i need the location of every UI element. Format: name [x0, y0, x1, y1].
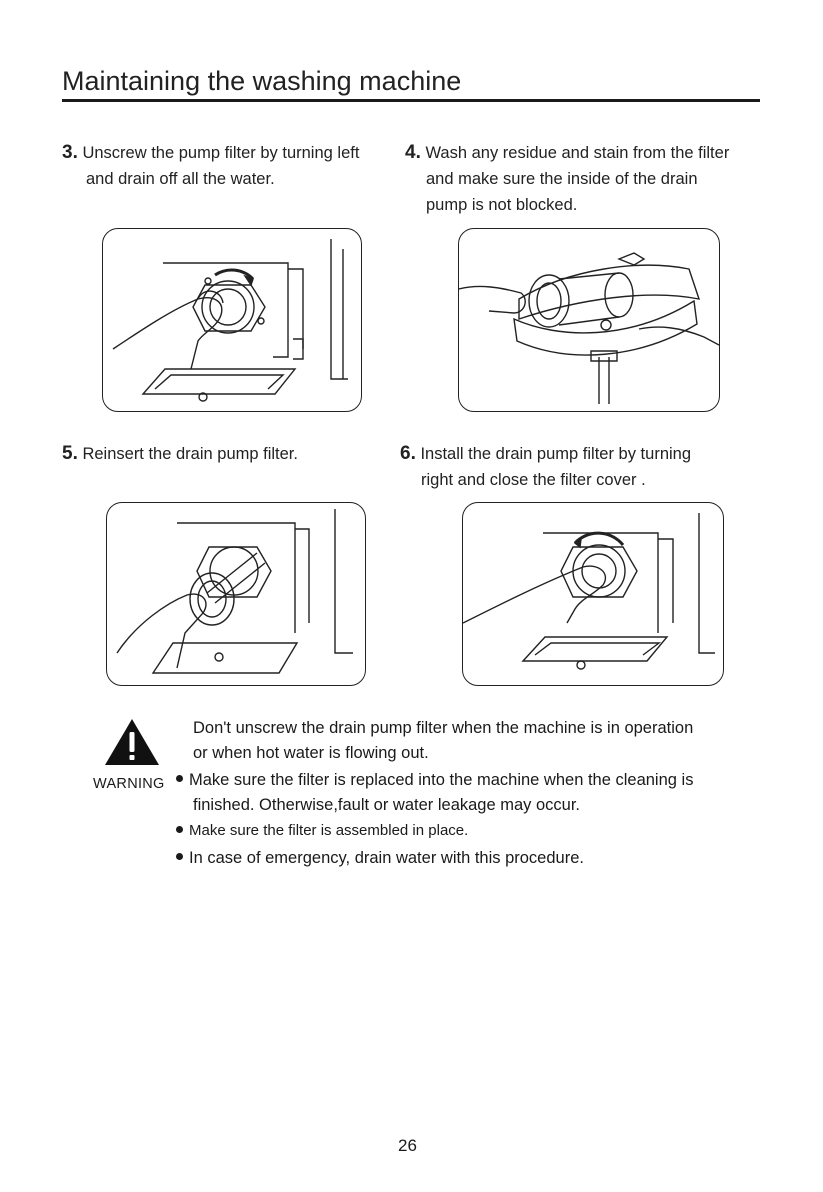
warning-bullet-2 — [176, 819, 468, 843]
step-3-line-1: Unscrew the pump filter by turning left — [82, 144, 360, 162]
page-title: Maintaining the washing machine — [62, 66, 462, 96]
warning-bullet-1 — [176, 768, 693, 792]
warning-label: WARNING — [93, 776, 165, 792]
warning-line-5: Make sure the filter is assembled in place. — [189, 822, 469, 839]
warning-line-2: or when hot water is flowing out. — [193, 744, 429, 762]
figure-unscrew-filter — [102, 228, 362, 412]
step-4-line-1: Wash any residue and stain from the filter — [425, 144, 730, 162]
figure-install-filter — [462, 502, 724, 686]
page-number: 26 — [398, 1136, 417, 1155]
step-4-line-2: and make sure the inside of the drain — [426, 170, 698, 188]
bullet-icon — [176, 826, 183, 833]
step-3-number: 3. — [62, 142, 78, 163]
step-5-line-1: Reinsert the drain pump filter. — [82, 445, 298, 463]
step-6-number: 6. — [400, 443, 416, 464]
warning-bullet-3 — [176, 846, 584, 870]
figure-wash-filter — [458, 228, 720, 412]
warning-line-3: Make sure the filter is replaced into the machine when the cleaning is — [189, 771, 694, 789]
step-6-line-1: Install the drain pump filter by turning — [420, 445, 692, 463]
bullet-icon — [176, 853, 183, 860]
warning-line-6: In case of emergency, drain water with this procedure. — [189, 849, 584, 867]
bullet-icon — [176, 775, 183, 782]
step-3-line-2: and drain off all the water. — [86, 170, 275, 188]
step-4-number: 4. — [405, 142, 421, 163]
warning-line-1: Don't unscrew the drain pump filter when the machine is in operation — [193, 719, 694, 737]
title-underline — [62, 99, 760, 102]
step-4-line-3: pump is not blocked. — [426, 196, 578, 214]
warning-line-4: finished. Otherwise,fault or water leakage may occur. — [193, 796, 581, 814]
warning-triangle-icon — [103, 717, 161, 767]
figure-reinsert-filter — [106, 502, 366, 686]
step-6-line-2: right and close the filter cover . — [421, 471, 646, 489]
step-5 — [62, 441, 298, 467]
step-4 — [405, 140, 729, 218]
step-3 — [62, 140, 359, 192]
step-6 — [400, 441, 691, 493]
step-5-number: 5. — [62, 443, 78, 464]
